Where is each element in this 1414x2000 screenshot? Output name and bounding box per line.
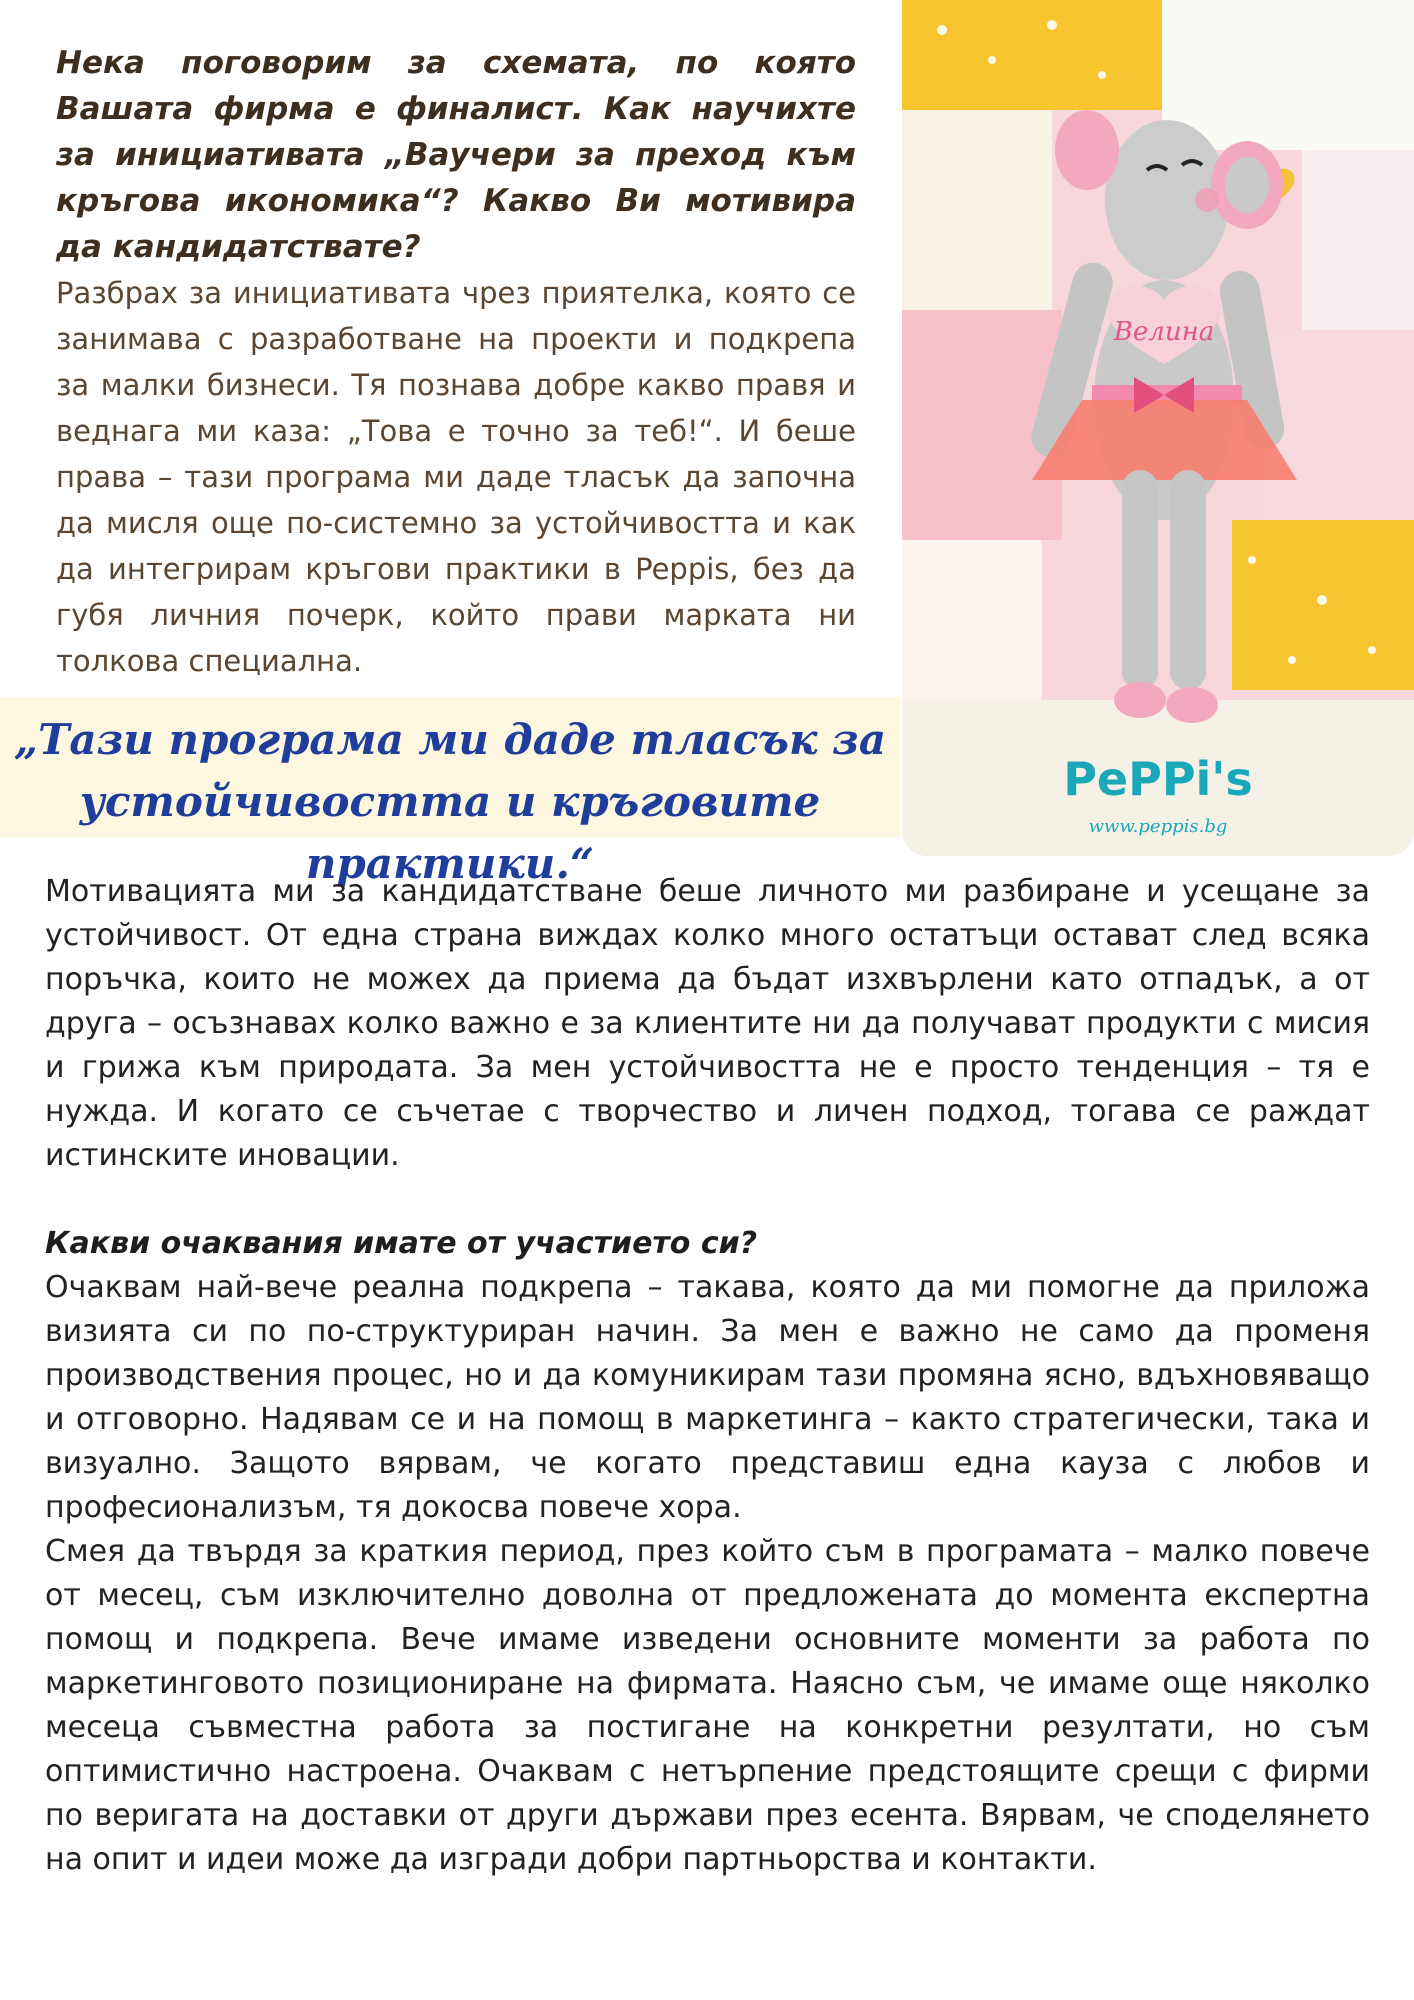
paragraph-spacer xyxy=(45,1178,1370,1222)
interview-question-2: Какви очаквания имате от участието си? xyxy=(45,1226,758,1261)
toy-name-embroidery: Велина xyxy=(1113,317,1215,347)
brand-website: www.peppis.bg xyxy=(1088,816,1228,837)
article-body xyxy=(45,870,1370,1882)
body-paragraph-3: Смея да твърдя за краткия период, през който съм в програмата – малко повече от месец, съм изключително доволна от предложената до момента експертна помощ и подкрепа. Вече имаме изведени основните моменти за работа по маркетинговото позициониране на фирмата. Наясно съм, че имаме още няколко месеца съвместна работа за постигане на конкретни резултати, но съм оптимистично настроена. Очаквам с нетърпение предстоящите срещи с фирми по веригата на доставки от други държави през есента. Вярвам, че споделянето на опит и идеи може да изгради добри партньорства и контакти. xyxy=(45,1534,1370,1877)
body-paragraph-2: Очаквам най-вече реална подкрепа – такава, която да ми помогне да приложа визията си по по-структуриран начин. За мен е важно не само да променя производствения процес, но и да комуникирам тази промяна ясно, вдъхновяващо и отговорно. Надявам се и на помощ в маркетинга – както стратегически, така и визуално. Защото вярвам, че когато представиш една кауза с любов и професионализъм, тя докосва повече хора. xyxy=(45,1270,1370,1525)
pull-quote-line-1: „Тази програма ми даде тласък за xyxy=(13,715,887,764)
body-paragraph-1: Мотивацията ми за кандидатстване беше личното ми разбиране и усещане за устойчивост. От една страна виждах колко много остатъци остават след всяка поръчка, които не можех да приема да бъдат изхвърлени като отпадък, а от друга – осъзнавах колко важно е за клиентите ни да получават продукти с мисия и грижа към природата. За мен устойчивостта не е просто тенденция – тя е нужда. И когато се съчетае с творчество и личен подход, тогава се раждат истинските иновации. xyxy=(45,874,1370,1173)
toy-ear-left xyxy=(1055,110,1119,190)
quilt-patch-yellow-2 xyxy=(1232,520,1414,690)
pull-quote xyxy=(0,709,900,895)
quilt-patch-white xyxy=(1162,0,1414,150)
intro-section xyxy=(56,40,856,684)
brand-logo: PePPi's xyxy=(1063,752,1253,806)
interview-answer-1: Разбрах за инициативата чрез приятелка, която се занимава с разработване на проекти и подкрепа за малки бизнеси. Тя познава добре какво правя и веднага ми каза: „Това е точно за теб!“. И беше права – тази програма ми даде тласък да започна да мисля още по-системно за устойчивостта и как да интегрирам кръгови практики в Peppis, без да губя личния почерк, който прави марката ни толкова специална. xyxy=(56,276,856,678)
quilt-patch-yellow xyxy=(902,0,1162,110)
product-photo xyxy=(902,0,1414,856)
interview-question-1: Нека поговорим за схемата, по която Вашата фирма е финалист. Как научихте за инициативата „Ваучери за преход към кръгова икономика“? Какво Ви мотивира да кандидатствате? xyxy=(56,45,856,265)
pull-quote-line-2: устойчивостта и кръговите практики.“ xyxy=(79,777,821,888)
quilt-patch-cream xyxy=(902,110,1052,310)
